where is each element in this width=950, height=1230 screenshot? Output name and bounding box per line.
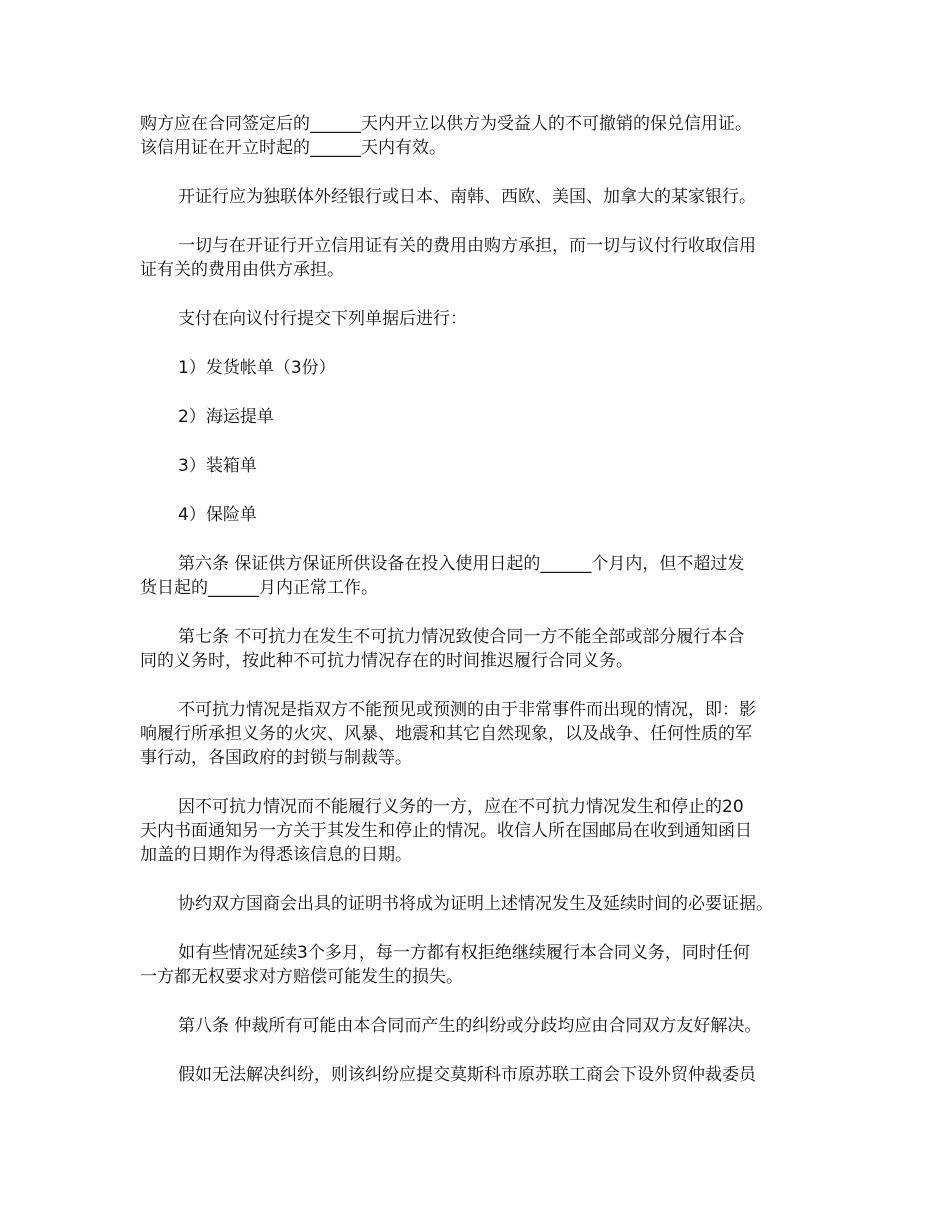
text-line: 不可抗力情况是指双方不能预见或预测的由于非常事件而出现的情况，即：影 (178, 700, 756, 720)
text-line: 加盖的日期作为得悉该信息的日期。 (140, 845, 412, 865)
paragraph-force-majeure-notice (140, 795, 830, 867)
list-item-packing-list (140, 454, 830, 478)
text-line: 购方应在合同签定后的______天内开立以供方为受益人的不可撤销的保兑信用证。 (140, 114, 752, 134)
list-item-bill-of-lading (140, 405, 830, 429)
text-line: 协约双方国商会出具的证明书将成为证明上述情况发生及延续时间的必要证据。 (178, 894, 773, 914)
text-line: 开证行应为独联体外经银行或日本、南韩、西欧、美国、加拿大的某家银行。 (178, 187, 756, 207)
text-line: 3）装箱单 (178, 456, 257, 476)
text-line: 一切与在开证行开立信用证有关的费用由购方承担，而一切与议付行收取信用 (178, 236, 756, 256)
article-eight-arbitration (140, 1014, 830, 1038)
text-line: 如有些情况延续3个多月，每一方都有权拒绝继续履行本合同义务，同时任何 (178, 943, 750, 963)
paragraph-issuing-bank (140, 185, 830, 209)
list-item-invoice (140, 356, 830, 380)
text-line: 事行动，各国政府的封锁与制裁等。 (140, 748, 412, 768)
text-line: 第八条 仲裁所有可能由本合同而产生的纠纷或分歧均应由合同双方友好解决。 (178, 1016, 762, 1036)
paragraph-force-majeure-definition (140, 698, 830, 770)
text-line: 证有关的费用由供方承担。 (140, 260, 344, 280)
text-line: 同的义务时，按此种不可抗力情况存在的时间推迟履行合同义务。 (140, 651, 633, 671)
paragraph-letter-of-credit (140, 112, 830, 160)
text-line: 天内书面通知另一方关于其发生和停止的情况。收信人所在国邮局在收到通知函日 (140, 821, 752, 841)
paragraph-payment-documents (140, 307, 830, 331)
text-line: 因不可抗力情况而不能履行义务的一方，应在不可抗力情况发生和停止的20 (178, 797, 744, 817)
paragraph-extended-situation (140, 941, 830, 989)
document-body (140, 112, 830, 1112)
list-item-insurance-policy (140, 503, 830, 527)
article-six-warranty (140, 552, 830, 600)
paragraph-fees (140, 234, 830, 282)
text-line: 支付在向议付行提交下列单据后进行： (178, 309, 467, 329)
text-line: 一方都无权要求对方赔偿可能发生的损失。 (140, 967, 463, 987)
article-seven-force-majeure (140, 625, 830, 673)
paragraph-arbitration-commission (140, 1063, 830, 1087)
text-line: 2）海运提单 (178, 407, 274, 427)
paragraph-chamber-certificate (140, 892, 830, 916)
text-line: 第六条 保证供方保证所供设备在投入使用日起的______个月内，但不超过发 (178, 554, 745, 574)
text-line: 该信用证在开立时起的______天内有效。 (140, 138, 446, 158)
text-line: 货日起的______月内正常工作。 (140, 578, 378, 598)
text-line: 假如无法解决纠纷，则该纠纷应提交莫斯科市原苏联工商会下设外贸仲裁委员 (178, 1065, 756, 1085)
text-line: 4）保险单 (178, 505, 257, 525)
text-line: 第七条 不可抗力在发生不可抗力情况致使合同一方不能全部或部分履行本合 (178, 627, 745, 647)
text-line: 1）发货帐单（3份） (178, 358, 336, 378)
text-line: 响履行所承担义务的火灾、风暴、地震和其它自然现象，以及战争、任何性质的军 (140, 724, 752, 744)
